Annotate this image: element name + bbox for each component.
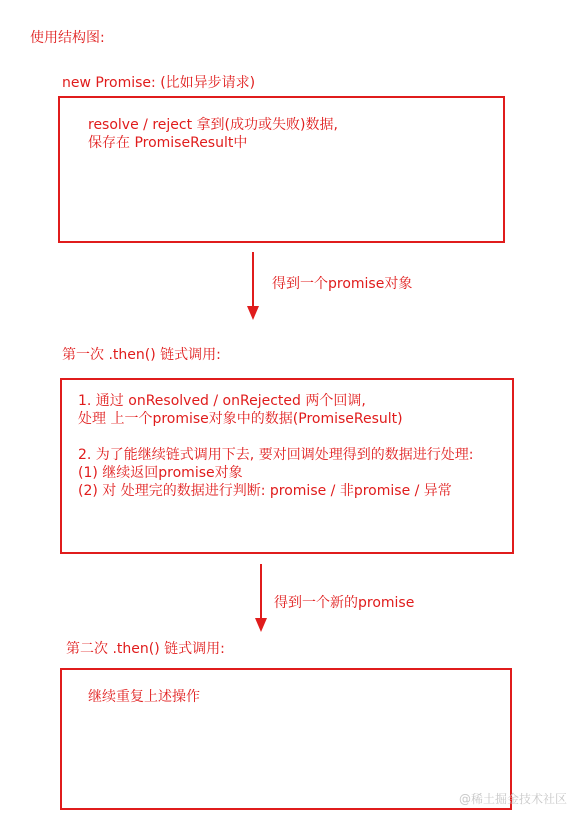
diagram-title: 使用结构图:	[30, 30, 105, 46]
block2-box	[60, 378, 514, 554]
arrow1-label: 得到一个promise对象	[272, 276, 413, 292]
block2-line: 处理 上一个promise对象中的数据(PromiseResult)	[78, 411, 403, 427]
block1-heading: new Promise: (比如异步请求)	[62, 75, 256, 91]
watermark: @稀土掘金技术社区	[458, 792, 567, 806]
block3-lines	[88, 688, 200, 706]
block1-line: resolve / reject 拿到(成功或失败)数据,	[88, 117, 338, 133]
block3-heading: 第二次 .then() 链式调用:	[66, 641, 225, 657]
block1-lines	[88, 116, 338, 152]
block3-line: 继续重复上述操作	[88, 689, 200, 705]
block2-line: 1. 通过 onResolved / onRejected 两个回调,	[78, 393, 366, 409]
block1-box	[58, 96, 505, 243]
arrow-down-icon	[243, 252, 263, 322]
block2-line: (1) 继续返回promise对象	[78, 465, 243, 481]
block2-line: (2) 对 处理完的数据进行判断: promise / 非promise / 异常	[78, 483, 452, 499]
block1-line: 保存在 PromiseResult中	[88, 135, 248, 151]
arrow2-label: 得到一个新的promise	[274, 595, 415, 611]
arrow-down-icon	[251, 564, 271, 634]
block2-heading: 第一次 .then() 链式调用:	[62, 347, 221, 363]
block2-line: 2. 为了能继续链式调用下去, 要对回调处理得到的数据进行处理:	[78, 447, 474, 463]
block2-line	[78, 428, 473, 446]
block2-lines	[78, 392, 473, 500]
block3-box	[60, 668, 512, 810]
